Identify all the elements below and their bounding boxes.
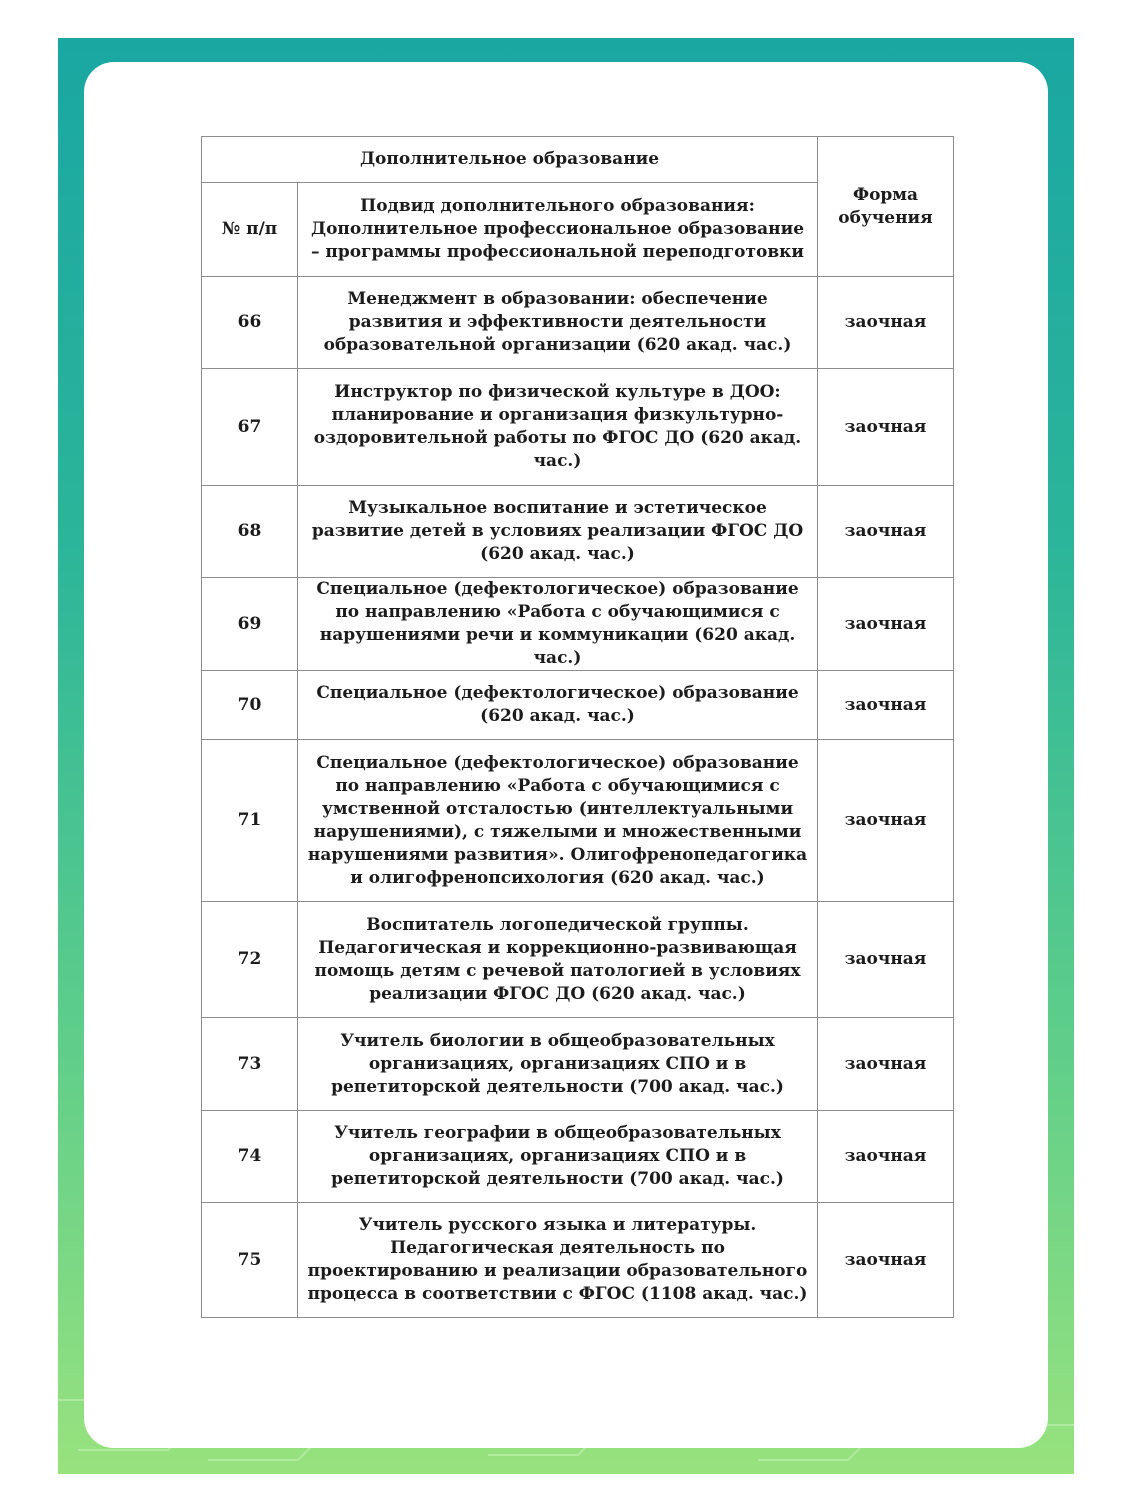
table-row (202, 1018, 954, 1111)
row-number: 70 (202, 671, 298, 740)
study-form: заочная (818, 671, 954, 740)
table-row (202, 1111, 954, 1203)
row-number: 75 (202, 1203, 298, 1318)
study-form: заочная (818, 369, 954, 486)
table-row (202, 369, 954, 486)
study-form: заочная (818, 578, 954, 671)
table-row (202, 740, 954, 902)
row-number: 71 (202, 740, 298, 902)
study-form: заочная (818, 486, 954, 578)
table-row (202, 277, 954, 369)
subtype-header: Подвид дополнительного образования: Дополнительное профессиональное образование – программы профессиональной переподготовки (298, 183, 818, 277)
row-number: 69 (202, 578, 298, 671)
study-form: заочная (818, 740, 954, 902)
table-row (202, 671, 954, 740)
study-form: заочная (818, 1018, 954, 1111)
table-row (202, 578, 954, 671)
row-number: 73 (202, 1018, 298, 1111)
program-title: Учитель биологии в общеобразовательных организациях, организациях СПО и в репетиторской деятельности (700 акад. час.) (298, 1018, 818, 1111)
row-number: 68 (202, 486, 298, 578)
table-row (202, 902, 954, 1018)
study-form: заочная (818, 1203, 954, 1318)
program-title: Воспитатель логопедической группы. Педагогическая и коррекционно-развивающая помощь детям с речевой патологией в условиях реализации ФГОС ДО (620 акад. час.) (298, 902, 818, 1018)
row-number: 72 (202, 902, 298, 1018)
row-number: 74 (202, 1111, 298, 1203)
header-row-section (202, 137, 954, 183)
study-form: заочная (818, 1111, 954, 1203)
program-title: Учитель русского языка и литературы. Педагогическая деятельность по проектированию и реализации образовательного процесса в соответствии с ФГОС (1108 акад. час.) (298, 1203, 818, 1318)
form-header: Форма обучения (818, 137, 954, 277)
programs-table (201, 136, 954, 1318)
program-title: Специальное (дефектологическое) образование по направлению «Работа с обучающимися с нарушениями речи и коммуникации (620 акад. час.) (298, 578, 818, 671)
program-title: Специальное (дефектологическое) образование (620 акад. час.) (298, 671, 818, 740)
program-title: Инструктор по физической культуре в ДОО: планирование и организация физкультурно-оздоровительной работы по ФГОС ДО (620 акад. час.) (298, 369, 818, 486)
program-title: Учитель географии в общеобразовательных организациях, организациях СПО и в репетиторской деятельности (700 акад. час.) (298, 1111, 818, 1203)
section-title: Дополнительное образование (202, 137, 818, 183)
row-number: 67 (202, 369, 298, 486)
study-form: заочная (818, 902, 954, 1018)
study-form: заочная (818, 277, 954, 369)
program-title: Специальное (дефектологическое) образование по направлению «Работа с обучающимися с умственной отсталостью (интеллектуальными нарушениями), с тяжелыми и множественными нарушениями развития». Олигофренопедагогика и олигофренопсихология (620 акад. час.) (298, 740, 818, 902)
program-title: Менеджмент в образовании: обеспечение развития и эффективности деятельности образовательной организации (620 акад. час.) (298, 277, 818, 369)
table-row (202, 1203, 954, 1318)
table-row (202, 486, 954, 578)
row-number: 66 (202, 277, 298, 369)
num-header: № п/п (202, 183, 298, 277)
program-title: Музыкальное воспитание и эстетическое развитие детей в условиях реализации ФГОС ДО (620 акад. час.) (298, 486, 818, 578)
